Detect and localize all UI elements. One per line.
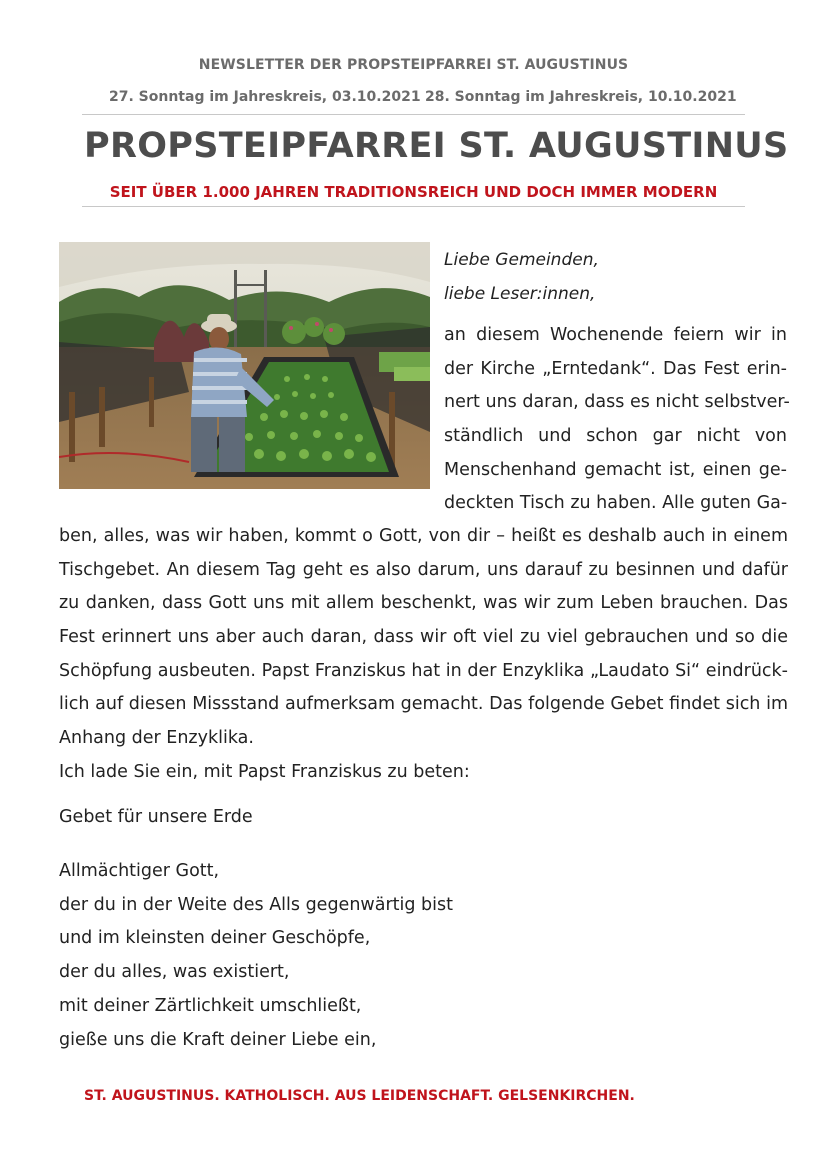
greenhouse-photo	[59, 242, 430, 489]
body-line: Schöpfung ausbeuten. Papst Franziskus hat in der Enzyklika „Laudato Si“ eindrück-	[59, 660, 788, 681]
body-line: Fest erinnert uns aber auch daran, dass wir oft viel zu viel gebrauchen und so die	[59, 627, 788, 648]
prayer-line: mit deiner Zärtlichkeit umschließt,	[59, 995, 362, 1016]
date-sunday-28: 28. Sonntag im Jahreskreis, 10.10.2021	[425, 89, 737, 105]
prayer-line: der du in der Weite des Alls gegenwärtig bist	[59, 894, 453, 915]
prayer-line: und im kleinsten deiner Geschöpfe,	[59, 928, 371, 949]
body-line: Tischgebet. An diesem Tag geht es also darum, uns darauf zu besinnen und dafür	[59, 559, 788, 580]
body-line: ben, alles, was wir haben, kommt o Gott, von dir – heißt es deshalb auch in einem	[59, 526, 788, 546]
intro-line: nert uns daran, dass es nicht selbstver-	[444, 392, 790, 413]
subtitle-divider	[82, 206, 745, 207]
page-subtitle: SEIT ÜBER 1.000 JAHREN TRADITIONSREICH UND DOCH IMMER MODERN	[109, 183, 718, 201]
intro-paragraph	[444, 319, 790, 521]
prayer-line: gieße uns die Kraft deiner Liebe ein,	[59, 1029, 377, 1050]
greeting-line-1: Liebe Gemeinden,	[444, 250, 599, 270]
intro-line: Menschenhand gemacht ist, einen ge-	[444, 459, 787, 480]
prayer-title: Gebet für unsere Erde	[59, 807, 253, 827]
body-paragraph	[59, 520, 788, 790]
header-divider	[82, 114, 745, 115]
body-line: lich auf diesen Missstand aufmerksam gemacht. Das folgende Gebet findet sich im	[59, 694, 788, 715]
prayer-line: der du alles, was existiert,	[59, 962, 290, 983]
prayer-text	[59, 855, 453, 1057]
intro-line: ständlich und schon gar nicht von	[444, 426, 787, 447]
intro-line: an diesem Wochenende feiern wir in	[444, 325, 787, 345]
intro-line: deckten Tisch zu haben. Alle guten Ga-	[444, 493, 788, 514]
prayer-line: Allmächtiger Gott,	[59, 861, 220, 881]
body-line: zu danken, dass Gott uns mit allem beschenkt, was wir zum Leben brauchen. Das	[59, 593, 788, 614]
date-sunday-27: 27. Sonntag im Jahreskreis, 03.10.2021	[109, 89, 421, 105]
body-line: Anhang der Enzyklika.	[59, 728, 254, 749]
footer-slogan: ST. AUGUSTINUS. KATHOLISCH. AUS LEIDENSCHAFT. GELSENKIRCHEN.	[84, 1088, 635, 1104]
body-line: Ich lade Sie ein, mit Papst Franziskus zu beten:	[59, 761, 470, 782]
page-title: PROPSTEIPFARREI ST. AUGUSTINUS	[84, 126, 789, 166]
newsletter-label: NEWSLETTER DER PROPSTEIPFARREI ST. AUGUSTINUS	[198, 57, 629, 73]
greeting-line-2: liebe Leser:innen,	[444, 284, 596, 304]
intro-line: der Kirche „Erntedank“. Das Fest erin-	[444, 358, 787, 379]
